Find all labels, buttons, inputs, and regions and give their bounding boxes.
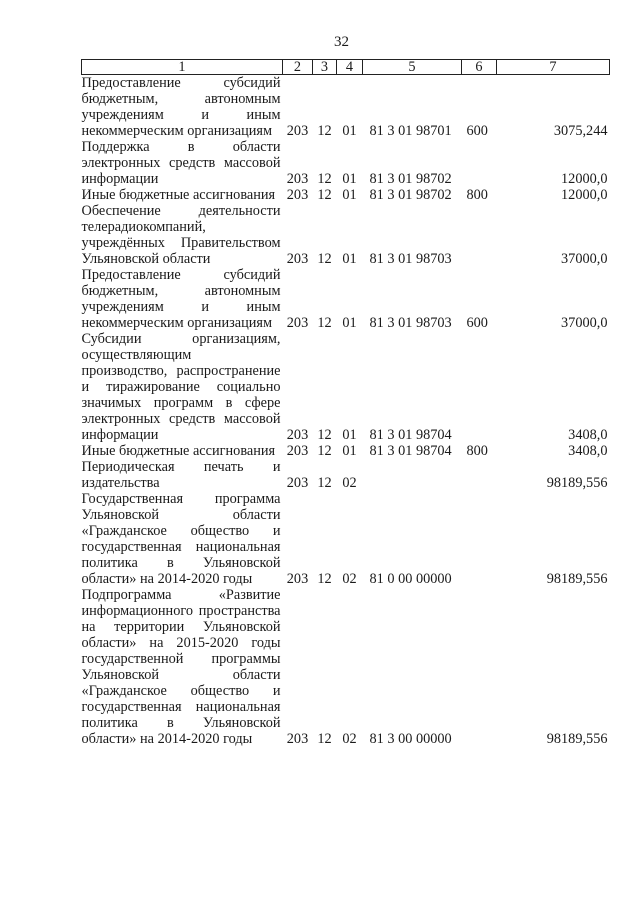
expense-type-code: [462, 203, 497, 267]
amount-value: 3408,0: [568, 427, 608, 443]
subsection-code: 01: [342, 443, 357, 459]
section-code: 12: [317, 123, 332, 139]
target-article-code: 81 3 01 98704: [369, 443, 452, 459]
section-code: 12: [317, 251, 332, 267]
row-name: Поддержка в области электронных средств массовой информации: [81, 139, 281, 187]
ministry-code: 203: [286, 171, 309, 187]
row-name: Обеспечение деятельности телерадиокомпаний, учреждённых Правительством Ульяновской области: [81, 203, 281, 267]
row-name: Иные бюджетные ассигнования: [81, 443, 276, 459]
target-article-code: 81 3 01 98703: [369, 251, 452, 267]
ministry-code: 203: [286, 315, 309, 331]
table-row: [82, 203, 610, 267]
table-row: [82, 75, 610, 140]
column-header: 3: [313, 60, 337, 75]
target-article-code: 81 0 00 00000: [369, 571, 452, 587]
row-name: Подпрограмма «Развитие информационного пространства на территории Ульяновской области» на 2015-2020 годы государственной программы Ульяновской области «Гражданское общество и государственная национальная политика в Ульяновской области» на 2014-2020 годы: [81, 587, 281, 747]
table-row: [82, 459, 610, 491]
amount-value: 98189,556: [546, 731, 608, 747]
amount-value: 3075,244: [553, 123, 608, 139]
target-article-code: 81 3 01 98701: [369, 123, 452, 139]
ministry-code: 203: [286, 571, 309, 587]
expense-type-code: [462, 331, 497, 443]
row-name: Периодическая печать и издательства: [81, 459, 281, 491]
ministry-code: 203: [286, 187, 309, 203]
column-header: 5: [363, 60, 462, 75]
column-header: 4: [337, 60, 363, 75]
amount-value: 98189,556: [546, 571, 608, 587]
column-header: 7: [497, 60, 610, 75]
ministry-code: 203: [286, 251, 309, 267]
page-number: 32: [334, 34, 349, 50]
row-name: Субсидии организациям, осуществляющим производство, распространение и тиражирование социально значимых программ в сфере электронных средств массовой информации: [81, 331, 281, 443]
expense-type-code: [462, 587, 497, 747]
amount-value: 12000,0: [561, 187, 608, 203]
row-name: Предоставление субсидий бюджетным, автономным учреждениям и иным некоммерческим организациям: [81, 75, 281, 139]
section-code: 12: [317, 171, 332, 187]
section-code: 12: [317, 427, 332, 443]
table-row: [82, 491, 610, 587]
expense-type-code: [462, 491, 497, 587]
expense-type-code: 600: [466, 123, 488, 139]
column-header: 2: [283, 60, 313, 75]
target-article-code: 81 3 01 98702: [369, 171, 452, 187]
column-header: 1: [82, 60, 283, 75]
target-article-code: 81 3 01 98704: [369, 427, 452, 443]
amount-value: 12000,0: [561, 171, 608, 187]
row-name: Предоставление субсидий бюджетным, автономным учреждениям и иным некоммерческим организациям: [81, 267, 281, 331]
subsection-code: 01: [342, 251, 357, 267]
subsection-code: 01: [342, 187, 357, 203]
ministry-code: 203: [286, 443, 309, 459]
section-code: 12: [317, 315, 332, 331]
table-row: [82, 331, 610, 443]
section-code: 12: [317, 443, 332, 459]
expense-type-code: [462, 459, 497, 491]
table-header-row: [82, 60, 610, 75]
ministry-code: 203: [286, 123, 309, 139]
table-row: [82, 443, 610, 459]
target-article-code: [363, 459, 462, 491]
target-article-code: 81 3 00 00000: [369, 731, 452, 747]
row-name: Государственная программа Ульяновской области «Гражданское общество и государственная национальная политика в Ульяновской области» на 2014-2020 годы: [81, 491, 281, 587]
section-code: 12: [317, 187, 332, 203]
subsection-code: 02: [342, 731, 357, 747]
table-row: [82, 267, 610, 331]
table-row: [82, 187, 610, 203]
row-name: Иные бюджетные ассигнования: [81, 187, 276, 203]
ministry-code: 203: [286, 731, 309, 747]
table-row: [82, 587, 610, 747]
section-code: 12: [317, 731, 332, 747]
section-code: 12: [317, 571, 332, 587]
table-row: [82, 139, 610, 187]
expense-type-code: 600: [466, 315, 488, 331]
expense-type-code: 800: [466, 187, 488, 203]
target-article-code: 81 3 01 98702: [369, 187, 452, 203]
column-header: 6: [462, 60, 497, 75]
ministry-code: 203: [286, 475, 309, 491]
target-article-code: 81 3 01 98703: [369, 315, 452, 331]
budget-table: [81, 59, 610, 747]
amount-value: 3408,0: [568, 443, 608, 459]
amount-value: 37000,0: [561, 315, 608, 331]
subsection-code: 02: [342, 571, 357, 587]
subsection-code: 01: [342, 427, 357, 443]
subsection-code: 01: [342, 123, 357, 139]
amount-value: 37000,0: [561, 251, 608, 267]
expense-type-code: 800: [466, 443, 488, 459]
subsection-code: 02: [342, 475, 357, 491]
ministry-code: 203: [286, 427, 309, 443]
expense-type-code: [462, 139, 497, 187]
subsection-code: 01: [342, 315, 357, 331]
section-code: 12: [317, 475, 332, 491]
amount-value: 98189,556: [546, 475, 608, 491]
subsection-code: 01: [342, 171, 357, 187]
